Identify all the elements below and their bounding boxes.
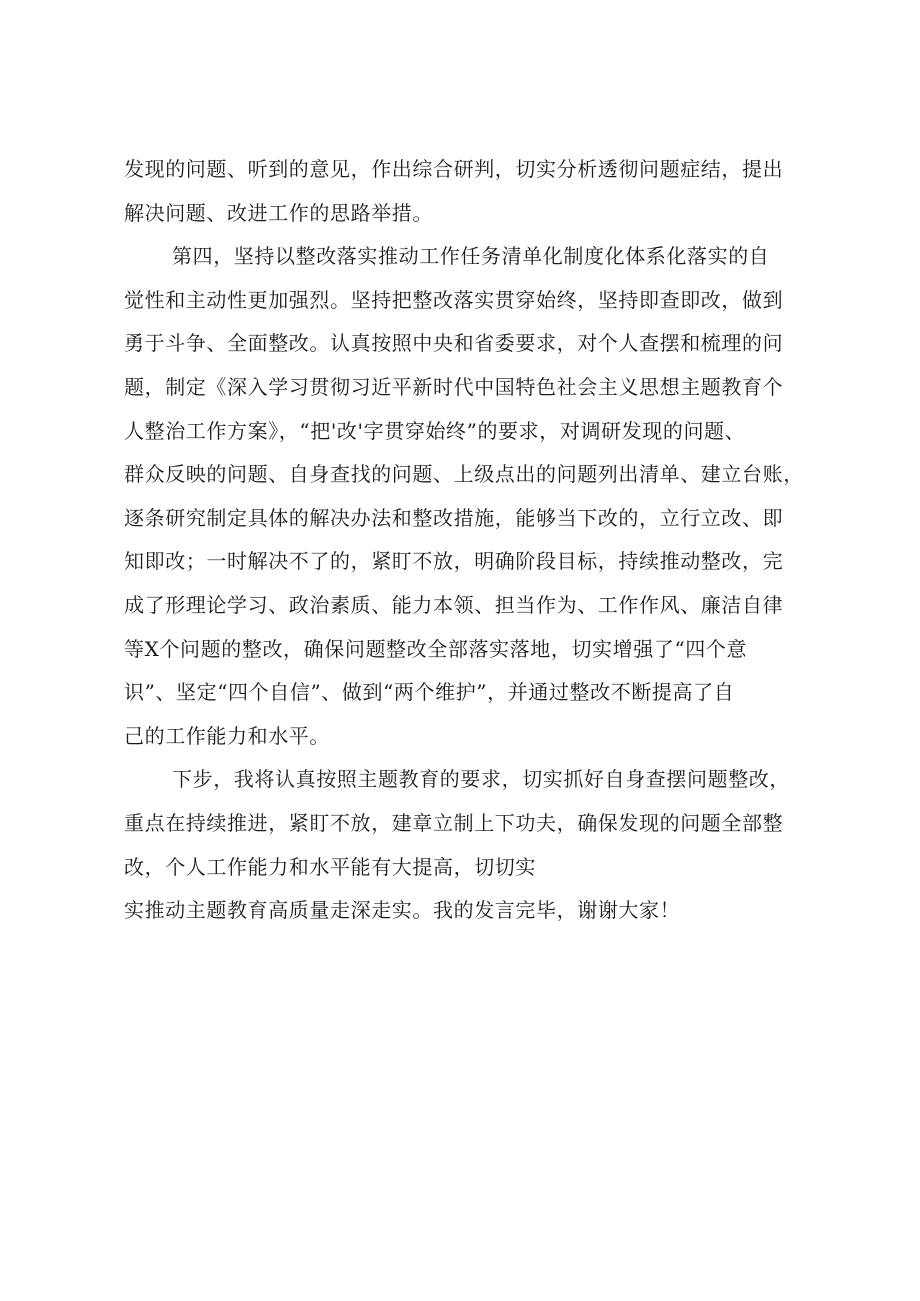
text-line: 群众反映的问题、自身查找的问题、上级点出的问题列出清单、建立台账， bbox=[124, 462, 804, 487]
text-line: 逐条研究制定具体的解决办法和整改措施，能够当下改的，立行立改、即 bbox=[124, 505, 784, 530]
text-line: 发现的问题、听到的意见，作出综合研判，切实分析透彻问题症结，提出 bbox=[124, 157, 784, 181]
paragraph-first-line: 第四，坚持以整改落实推动工作任务清单化制度化体系化落实的自 bbox=[172, 244, 770, 269]
document-body bbox=[124, 148, 824, 933]
text-line: 解决问题、改进工作的思路举措。 bbox=[124, 200, 433, 225]
text-line: 己的工作能力和水平。 bbox=[124, 723, 330, 748]
text-line: 勇于斗争、全面整改。认真按照中央和省委要求，对个人查摆和梳理的问 bbox=[124, 331, 784, 356]
text-line: 实推动主题教育高质量走深走实。我的发言完毕，谢谢大家！ bbox=[124, 898, 681, 923]
text-line: 等X个问题的整改，确保问题整改全部落实落地，切实增强了“四个意 bbox=[124, 636, 748, 661]
text-line: 觉性和主动性更加强烈。坚持把整改落实贯穿始终，坚持即查即改，做到 bbox=[124, 287, 784, 312]
text-line: 改，个人工作能力和水平能有大提高，切切实 bbox=[124, 854, 536, 879]
text-line: 知即改；一时解决不了的，紧盯不放，明确阶段目标，持续推动整改，完 bbox=[124, 549, 784, 574]
text-line: 重点在持续推进，紧盯不放，建章立制上下功夫，确保发现的问题全部整 bbox=[124, 810, 784, 835]
text-line: 成了形理论学习、政治素质、能力本领、担当作为、工作作风、廉洁自律 bbox=[124, 592, 784, 617]
text-line: 题，制定《深入学习贯彻习近平新时代中国特色社会主义思想主题教育个 bbox=[124, 374, 784, 399]
text-line: 识”、坚定“四个自信”、做到“两个维护”，并通过整改不断提高了自 bbox=[124, 680, 735, 705]
paragraph-first-line: 下步，我将认真按照主题教育的要求，切实抓好自身查摆问题整改， bbox=[172, 767, 790, 792]
text-line: 人整治工作方案》，“把'改'字贯穿始终”的要求，对调研发现的问题、 bbox=[124, 418, 746, 443]
